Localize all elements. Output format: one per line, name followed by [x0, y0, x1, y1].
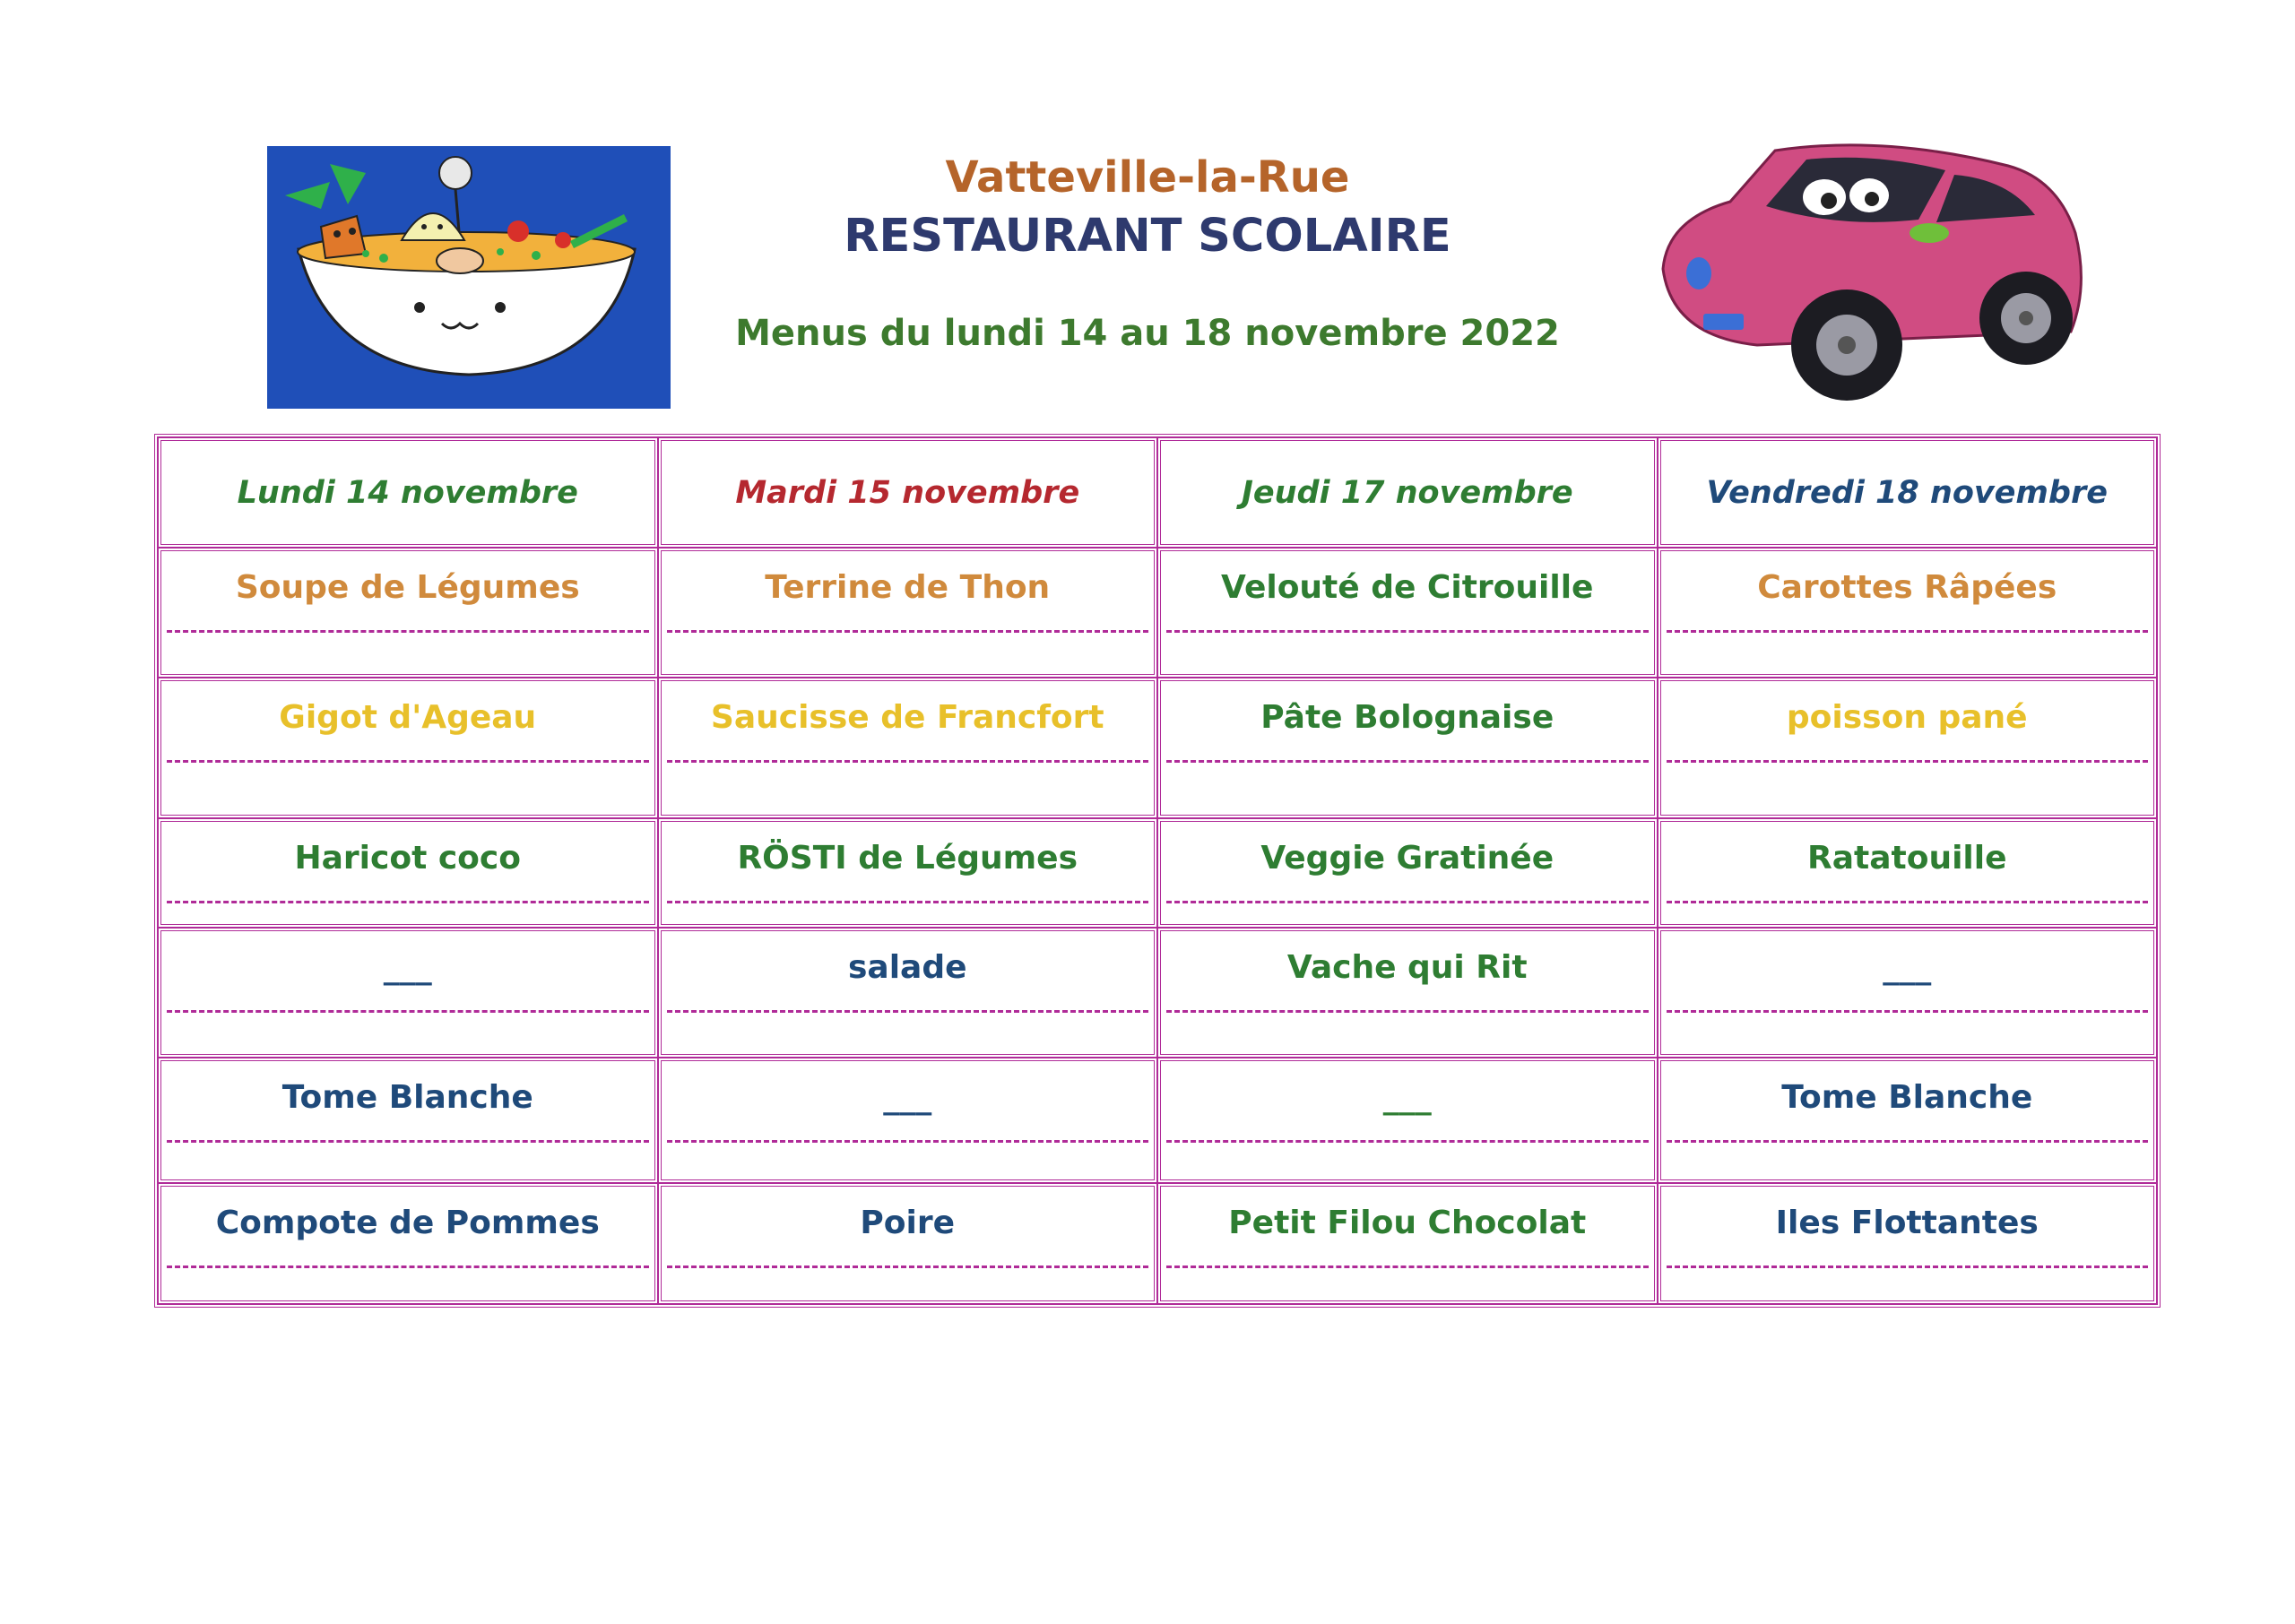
menu-cell	[1157, 1183, 1658, 1304]
menu-cell	[1658, 818, 2158, 928]
menu-cell	[1658, 1183, 2158, 1304]
dish-name: Compote de Pommes	[215, 1205, 600, 1241]
menu-table	[154, 434, 2161, 1308]
day-header-jeudi	[1157, 437, 1658, 548]
menu-cell	[1658, 1058, 2158, 1183]
menu-cell	[658, 928, 1158, 1058]
dish-name: Terrine de Thon	[765, 569, 1051, 606]
dish-name: Pâte Bolognaise	[1260, 699, 1555, 736]
dashed-line	[167, 1010, 649, 1013]
town-name: Vatteville-la-Rue	[945, 152, 1350, 203]
dashed-line	[1667, 1140, 2149, 1143]
dish-name: Vache qui Rit	[1286, 949, 1528, 986]
menu-cell	[658, 818, 1158, 928]
menu-cell	[158, 1058, 658, 1183]
menu-cell	[1157, 818, 1658, 928]
dish-name: Veggie Gratinée	[1260, 840, 1555, 877]
dashed-line	[1667, 901, 2149, 903]
dashed-line	[667, 760, 1149, 763]
menu-cell	[1658, 548, 2158, 678]
dashed-line	[1667, 630, 2149, 633]
dish-name: ___	[1382, 1079, 1432, 1116]
menu-cell	[658, 678, 1158, 818]
page-header	[681, 148, 1614, 354]
car-logo	[1650, 134, 2098, 412]
day-label: Mardi 15 novembre	[735, 474, 1080, 511]
menu-cell	[1157, 678, 1658, 818]
dish-name: Soupe de Légumes	[235, 569, 580, 606]
menu-cell	[158, 678, 658, 818]
dish-name: Petit Filou Chocolat	[1228, 1205, 1587, 1241]
menu-dates: Menus du lundi 14 au 18 novembre 2022	[735, 313, 1560, 354]
dashed-line	[1166, 630, 1649, 633]
dashed-line	[167, 760, 649, 763]
dish-name: Tome Blanche	[281, 1079, 533, 1116]
dish-name: Ratatouille	[1806, 840, 2007, 877]
dish-name: ___	[1883, 949, 1932, 986]
dashed-line	[1166, 760, 1649, 763]
day-label: Jeudi 17 novembre	[1241, 474, 1573, 511]
dish-name: salade	[847, 949, 967, 986]
menu-cell	[1157, 1058, 1658, 1183]
pink-car-icon	[1650, 134, 2098, 412]
menu-cell	[158, 1183, 658, 1304]
dish-name: Velouté de Citrouille	[1221, 569, 1594, 606]
dashed-line	[1166, 901, 1649, 903]
soup-bowl-logo	[267, 146, 671, 409]
dashed-line	[1667, 1266, 2149, 1268]
dish-name: Saucisse de Francfort	[710, 699, 1104, 736]
menu-cell	[1157, 548, 1658, 678]
dashed-line	[1166, 1010, 1649, 1013]
day-label: Lundi 14 novembre	[237, 474, 578, 511]
dashed-line	[667, 1010, 1149, 1013]
dish-name: ___	[883, 1079, 932, 1116]
dish-name: poisson pané	[1786, 699, 2028, 736]
dish-name: Iles Flottantes	[1775, 1205, 2039, 1241]
menu-cell	[158, 928, 658, 1058]
dashed-line	[1667, 1010, 2149, 1013]
dish-name: Gigot d'Ageau	[279, 699, 537, 736]
dashed-line	[1166, 1266, 1649, 1268]
dish-name: Poire	[860, 1205, 956, 1241]
day-label: Vendredi 18 novembre	[1706, 474, 2108, 511]
dashed-line	[667, 901, 1149, 903]
dish-name: ___	[383, 949, 432, 986]
dish-name: Haricot coco	[294, 840, 521, 877]
dashed-line	[1166, 1140, 1649, 1143]
dashed-line	[167, 901, 649, 903]
menu-cell	[1157, 928, 1658, 1058]
dish-name: Tome Blanche	[1781, 1079, 2033, 1116]
dish-name: RÖSTI de Légumes	[737, 840, 1078, 877]
menu-cell	[1658, 678, 2158, 818]
dashed-line	[167, 1140, 649, 1143]
dish-name: Carottes Râpées	[1757, 569, 2057, 606]
dashed-line	[667, 630, 1149, 633]
soup-bowl-icon	[267, 146, 671, 409]
dashed-line	[1667, 760, 2149, 763]
menu-cell	[158, 818, 658, 928]
restaurant-title: RESTAURANT SCOLAIRE	[844, 210, 1451, 263]
menu-cell	[1658, 928, 2158, 1058]
dashed-line	[167, 630, 649, 633]
menu-cell	[158, 548, 658, 678]
dashed-line	[667, 1140, 1149, 1143]
menu-cell	[658, 1058, 1158, 1183]
dashed-line	[167, 1266, 649, 1268]
dashed-line	[667, 1266, 1149, 1268]
day-header-lundi	[158, 437, 658, 548]
menu-cell	[658, 1183, 1158, 1304]
menu-cell	[658, 548, 1158, 678]
day-header-mardi	[658, 437, 1158, 548]
day-header-vendredi	[1658, 437, 2158, 548]
